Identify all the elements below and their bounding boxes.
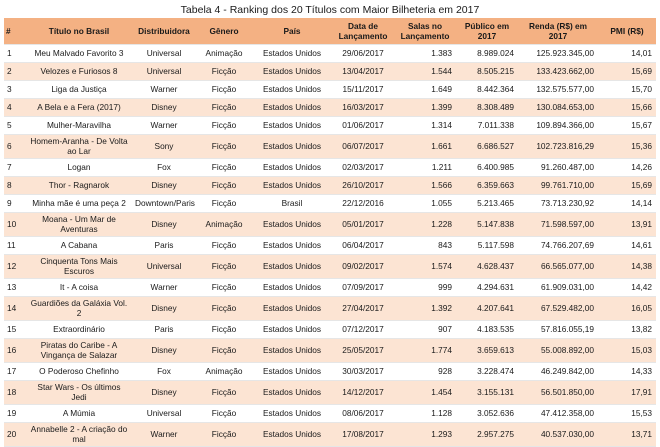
cell-pmi: 14,61	[598, 237, 656, 255]
cell-audience: 6.359.663	[456, 177, 518, 195]
cell-income: 130.084.653,00	[518, 99, 598, 117]
cell-audience: 4.294.631	[456, 279, 518, 297]
cell-audience: 4.207.641	[456, 297, 518, 321]
table-row	[4, 195, 656, 213]
cell-title: Thor - Ragnarok	[26, 177, 132, 195]
cell-pmi: 14,14	[598, 195, 656, 213]
cell-release: 09/02/2017	[332, 255, 394, 279]
cell-release: 22/12/2016	[332, 195, 394, 213]
cell-title: Velozes e Furiosos 8	[26, 63, 132, 81]
cell-income: 55.008.892,00	[518, 339, 598, 363]
cell-pmi: 16,05	[598, 297, 656, 321]
cell-pmi: 15,67	[598, 117, 656, 135]
cell-income: 57.816.055,19	[518, 321, 598, 339]
box-office-table	[4, 18, 656, 447]
cell-audience: 3.228.474	[456, 363, 518, 381]
cell-rooms: 1.055	[394, 195, 456, 213]
cell-release: 08/06/2017	[332, 405, 394, 423]
cell-rank: 4	[4, 99, 26, 117]
table-row	[4, 321, 656, 339]
table-row	[4, 45, 656, 63]
cell-rooms: 1.544	[394, 63, 456, 81]
cell-country: Estados Unidos	[252, 117, 332, 135]
cell-country: Estados Unidos	[252, 99, 332, 117]
cell-audience: 5.213.465	[456, 195, 518, 213]
table-row	[4, 99, 656, 117]
cell-genre: Animação	[196, 45, 252, 63]
cell-pmi: 15,03	[598, 339, 656, 363]
cell-distributor: Fox	[132, 363, 196, 381]
cell-income: 125.923.345,00	[518, 45, 598, 63]
cell-title: Annabelle 2 - A criação do mal	[26, 423, 132, 447]
cell-rooms: 1.314	[394, 117, 456, 135]
cell-pmi: 14,01	[598, 45, 656, 63]
cell-audience: 5.147.838	[456, 213, 518, 237]
cell-income: 102.723.816,29	[518, 135, 598, 159]
cell-pmi: 13,71	[598, 423, 656, 447]
cell-genre: Ficção	[196, 255, 252, 279]
cell-country: Estados Unidos	[252, 81, 332, 99]
header-genre: Gênero	[196, 18, 252, 45]
cell-rooms: 999	[394, 279, 456, 297]
header-audience: Público em 2017	[456, 18, 518, 45]
table-row	[4, 117, 656, 135]
table-row	[4, 63, 656, 81]
cell-rooms: 1.454	[394, 381, 456, 405]
cell-distributor: Downtown/Paris	[132, 195, 196, 213]
cell-rank: 10	[4, 213, 26, 237]
cell-distributor: Fox	[132, 159, 196, 177]
cell-rooms: 1.228	[394, 213, 456, 237]
cell-genre: Ficção	[196, 117, 252, 135]
table-row	[4, 423, 656, 447]
cell-title: Cinquenta Tons Mais Escuros	[26, 255, 132, 279]
cell-genre: Ficção	[196, 63, 252, 81]
cell-audience: 3.155.131	[456, 381, 518, 405]
cell-income: 61.909.031,00	[518, 279, 598, 297]
cell-income: 47.412.358,00	[518, 405, 598, 423]
cell-release: 07/12/2017	[332, 321, 394, 339]
cell-country: Estados Unidos	[252, 321, 332, 339]
table-row	[4, 279, 656, 297]
cell-title: Extraordinário	[26, 321, 132, 339]
cell-title: Homem-Aranha - De Volta ao Lar	[26, 135, 132, 159]
table-caption: Tabela 4 - Ranking dos 20 Títulos com Maior Bilheteria em 2017	[180, 4, 480, 16]
cell-rank: 16	[4, 339, 26, 363]
cell-title: A Bela e a Fera (2017)	[26, 99, 132, 117]
cell-income: 91.260.487,00	[518, 159, 598, 177]
cell-income: 56.501.850,00	[518, 381, 598, 405]
cell-country: Estados Unidos	[252, 177, 332, 195]
cell-audience: 3.659.613	[456, 339, 518, 363]
header-pmi: PMI (R$)	[598, 18, 656, 45]
cell-rank: 11	[4, 237, 26, 255]
cell-genre: Ficção	[196, 177, 252, 195]
cell-release: 30/03/2017	[332, 363, 394, 381]
cell-genre: Ficção	[196, 159, 252, 177]
cell-release: 15/11/2017	[332, 81, 394, 99]
table-row	[4, 237, 656, 255]
cell-country: Estados Unidos	[252, 423, 332, 447]
cell-rank: 19	[4, 405, 26, 423]
cell-audience: 8.308.489	[456, 99, 518, 117]
cell-country: Estados Unidos	[252, 213, 332, 237]
cell-distributor: Paris	[132, 321, 196, 339]
cell-genre: Ficção	[196, 321, 252, 339]
cell-income: 133.423.662,00	[518, 63, 598, 81]
cell-rooms: 843	[394, 237, 456, 255]
cell-genre: Ficção	[196, 99, 252, 117]
cell-country: Estados Unidos	[252, 237, 332, 255]
cell-income: 46.249.842,00	[518, 363, 598, 381]
cell-title: Piratas do Caribe - A Vingança de Salazar	[26, 339, 132, 363]
cell-rank: 9	[4, 195, 26, 213]
cell-rank: 5	[4, 117, 26, 135]
cell-distributor: Sony	[132, 135, 196, 159]
cell-rooms: 1.649	[394, 81, 456, 99]
cell-rank: 3	[4, 81, 26, 99]
cell-title: O Poderoso Chefinho	[26, 363, 132, 381]
cell-title: Liga da Justiça	[26, 81, 132, 99]
cell-genre: Ficção	[196, 339, 252, 363]
cell-genre: Ficção	[196, 405, 252, 423]
cell-title: Logan	[26, 159, 132, 177]
cell-release: 05/01/2017	[332, 213, 394, 237]
cell-title: A Cabana	[26, 237, 132, 255]
cell-release: 02/03/2017	[332, 159, 394, 177]
cell-pmi: 15,69	[598, 63, 656, 81]
cell-income: 132.575.577,00	[518, 81, 598, 99]
cell-country: Estados Unidos	[252, 363, 332, 381]
cell-distributor: Universal	[132, 255, 196, 279]
cell-release: 14/12/2017	[332, 381, 394, 405]
cell-distributor: Disney	[132, 99, 196, 117]
cell-distributor: Warner	[132, 117, 196, 135]
cell-audience: 3.052.636	[456, 405, 518, 423]
header-release: Data de Lançamento	[332, 18, 394, 45]
cell-rooms: 1.661	[394, 135, 456, 159]
cell-country: Estados Unidos	[252, 381, 332, 405]
cell-distributor: Warner	[132, 279, 196, 297]
cell-release: 25/05/2017	[332, 339, 394, 363]
cell-rank: 1	[4, 45, 26, 63]
cell-pmi: 14,26	[598, 159, 656, 177]
cell-title: A Múmia	[26, 405, 132, 423]
cell-release: 26/10/2017	[332, 177, 394, 195]
cell-rooms: 1.293	[394, 423, 456, 447]
cell-distributor: Disney	[132, 177, 196, 195]
cell-pmi: 14,42	[598, 279, 656, 297]
cell-genre: Ficção	[196, 381, 252, 405]
cell-distributor: Disney	[132, 339, 196, 363]
cell-income: 74.766.207,69	[518, 237, 598, 255]
table-row	[4, 213, 656, 237]
cell-audience: 8.505.215	[456, 63, 518, 81]
cell-country: Estados Unidos	[252, 45, 332, 63]
cell-release: 13/04/2017	[332, 63, 394, 81]
cell-country: Estados Unidos	[252, 279, 332, 297]
cell-release: 06/07/2017	[332, 135, 394, 159]
cell-genre: Ficção	[196, 195, 252, 213]
cell-rank: 20	[4, 423, 26, 447]
cell-rank: 15	[4, 321, 26, 339]
cell-rooms: 1.399	[394, 99, 456, 117]
cell-income: 109.894.366,00	[518, 117, 598, 135]
table-row	[4, 255, 656, 279]
cell-title: Moana - Um Mar de Aventuras	[26, 213, 132, 237]
table-row	[4, 81, 656, 99]
cell-rooms: 907	[394, 321, 456, 339]
cell-country: Estados Unidos	[252, 159, 332, 177]
header-title: Título no Brasil	[26, 18, 132, 45]
cell-pmi: 14,38	[598, 255, 656, 279]
cell-rooms: 1.211	[394, 159, 456, 177]
cell-income: 66.565.077,00	[518, 255, 598, 279]
cell-income: 99.761.710,00	[518, 177, 598, 195]
cell-rank: 8	[4, 177, 26, 195]
cell-distributor: Universal	[132, 63, 196, 81]
cell-audience: 8.989.024	[456, 45, 518, 63]
cell-audience: 2.957.275	[456, 423, 518, 447]
cell-pmi: 15,69	[598, 177, 656, 195]
cell-rank: 18	[4, 381, 26, 405]
cell-release: 06/04/2017	[332, 237, 394, 255]
table-row	[4, 339, 656, 363]
cell-title: It - A coisa	[26, 279, 132, 297]
cell-country: Estados Unidos	[252, 297, 332, 321]
cell-genre: Ficção	[196, 297, 252, 321]
cell-income: 67.529.482,00	[518, 297, 598, 321]
cell-release: 17/08/2017	[332, 423, 394, 447]
cell-rank: 17	[4, 363, 26, 381]
header-country: País	[252, 18, 332, 45]
cell-title: Minha mãe é uma peça 2	[26, 195, 132, 213]
cell-distributor: Disney	[132, 297, 196, 321]
header-rank: #	[4, 18, 26, 45]
cell-country: Brasil	[252, 195, 332, 213]
cell-release: 07/09/2017	[332, 279, 394, 297]
cell-income: 40.537.030,00	[518, 423, 598, 447]
cell-country: Estados Unidos	[252, 405, 332, 423]
table-row	[4, 177, 656, 195]
cell-country: Estados Unidos	[252, 63, 332, 81]
cell-audience: 7.011.338	[456, 117, 518, 135]
cell-rooms: 1.574	[394, 255, 456, 279]
cell-rank: 14	[4, 297, 26, 321]
cell-release: 29/06/2017	[332, 45, 394, 63]
cell-title: Guardiões da Galáxia Vol. 2	[26, 297, 132, 321]
cell-pmi: 13,91	[598, 213, 656, 237]
cell-distributor: Warner	[132, 81, 196, 99]
cell-distributor: Disney	[132, 213, 196, 237]
cell-genre: Ficção	[196, 423, 252, 447]
cell-pmi: 15,36	[598, 135, 656, 159]
cell-rank: 12	[4, 255, 26, 279]
cell-genre: Animação	[196, 213, 252, 237]
cell-rooms: 1.383	[394, 45, 456, 63]
cell-rank: 7	[4, 159, 26, 177]
cell-title: Meu Malvado Favorito 3	[26, 45, 132, 63]
cell-genre: Ficção	[196, 237, 252, 255]
table-row	[4, 363, 656, 381]
cell-distributor: Universal	[132, 45, 196, 63]
cell-rooms: 928	[394, 363, 456, 381]
table-row	[4, 297, 656, 321]
cell-pmi: 15,66	[598, 99, 656, 117]
cell-rooms: 1.774	[394, 339, 456, 363]
cell-audience: 8.442.364	[456, 81, 518, 99]
cell-rank: 2	[4, 63, 26, 81]
cell-country: Estados Unidos	[252, 135, 332, 159]
cell-pmi: 14,33	[598, 363, 656, 381]
header-distributor: Distribuidora	[132, 18, 196, 45]
cell-rank: 6	[4, 135, 26, 159]
cell-audience: 6.686.527	[456, 135, 518, 159]
header-row	[4, 18, 656, 45]
cell-title: Star Wars - Os últimos Jedi	[26, 381, 132, 405]
cell-audience: 5.117.598	[456, 237, 518, 255]
header-rooms: Salas no Lançamento	[394, 18, 456, 45]
cell-pmi: 17,91	[598, 381, 656, 405]
cell-country: Estados Unidos	[252, 339, 332, 363]
cell-genre: Animação	[196, 363, 252, 381]
cell-distributor: Paris	[132, 237, 196, 255]
cell-rooms: 1.392	[394, 297, 456, 321]
cell-release: 16/03/2017	[332, 99, 394, 117]
cell-income: 71.598.597,00	[518, 213, 598, 237]
cell-audience: 4.183.535	[456, 321, 518, 339]
cell-release: 27/04/2017	[332, 297, 394, 321]
cell-genre: Ficção	[196, 81, 252, 99]
cell-release: 01/06/2017	[332, 117, 394, 135]
cell-audience: 4.628.437	[456, 255, 518, 279]
cell-distributor: Disney	[132, 381, 196, 405]
cell-country: Estados Unidos	[252, 255, 332, 279]
cell-pmi: 15,53	[598, 405, 656, 423]
cell-pmi: 13,82	[598, 321, 656, 339]
cell-genre: Ficção	[196, 279, 252, 297]
cell-genre: Ficção	[196, 135, 252, 159]
cell-distributor: Warner	[132, 423, 196, 447]
cell-title: Mulher-Maravilha	[26, 117, 132, 135]
cell-distributor: Universal	[132, 405, 196, 423]
cell-rooms: 1.128	[394, 405, 456, 423]
table-row	[4, 381, 656, 405]
table-row	[4, 159, 656, 177]
table-row	[4, 135, 656, 159]
header-income: Renda (R$) em 2017	[518, 18, 598, 45]
cell-rank: 13	[4, 279, 26, 297]
cell-rooms: 1.566	[394, 177, 456, 195]
cell-income: 73.713.230,92	[518, 195, 598, 213]
cell-audience: 6.400.985	[456, 159, 518, 177]
cell-pmi: 15,70	[598, 81, 656, 99]
